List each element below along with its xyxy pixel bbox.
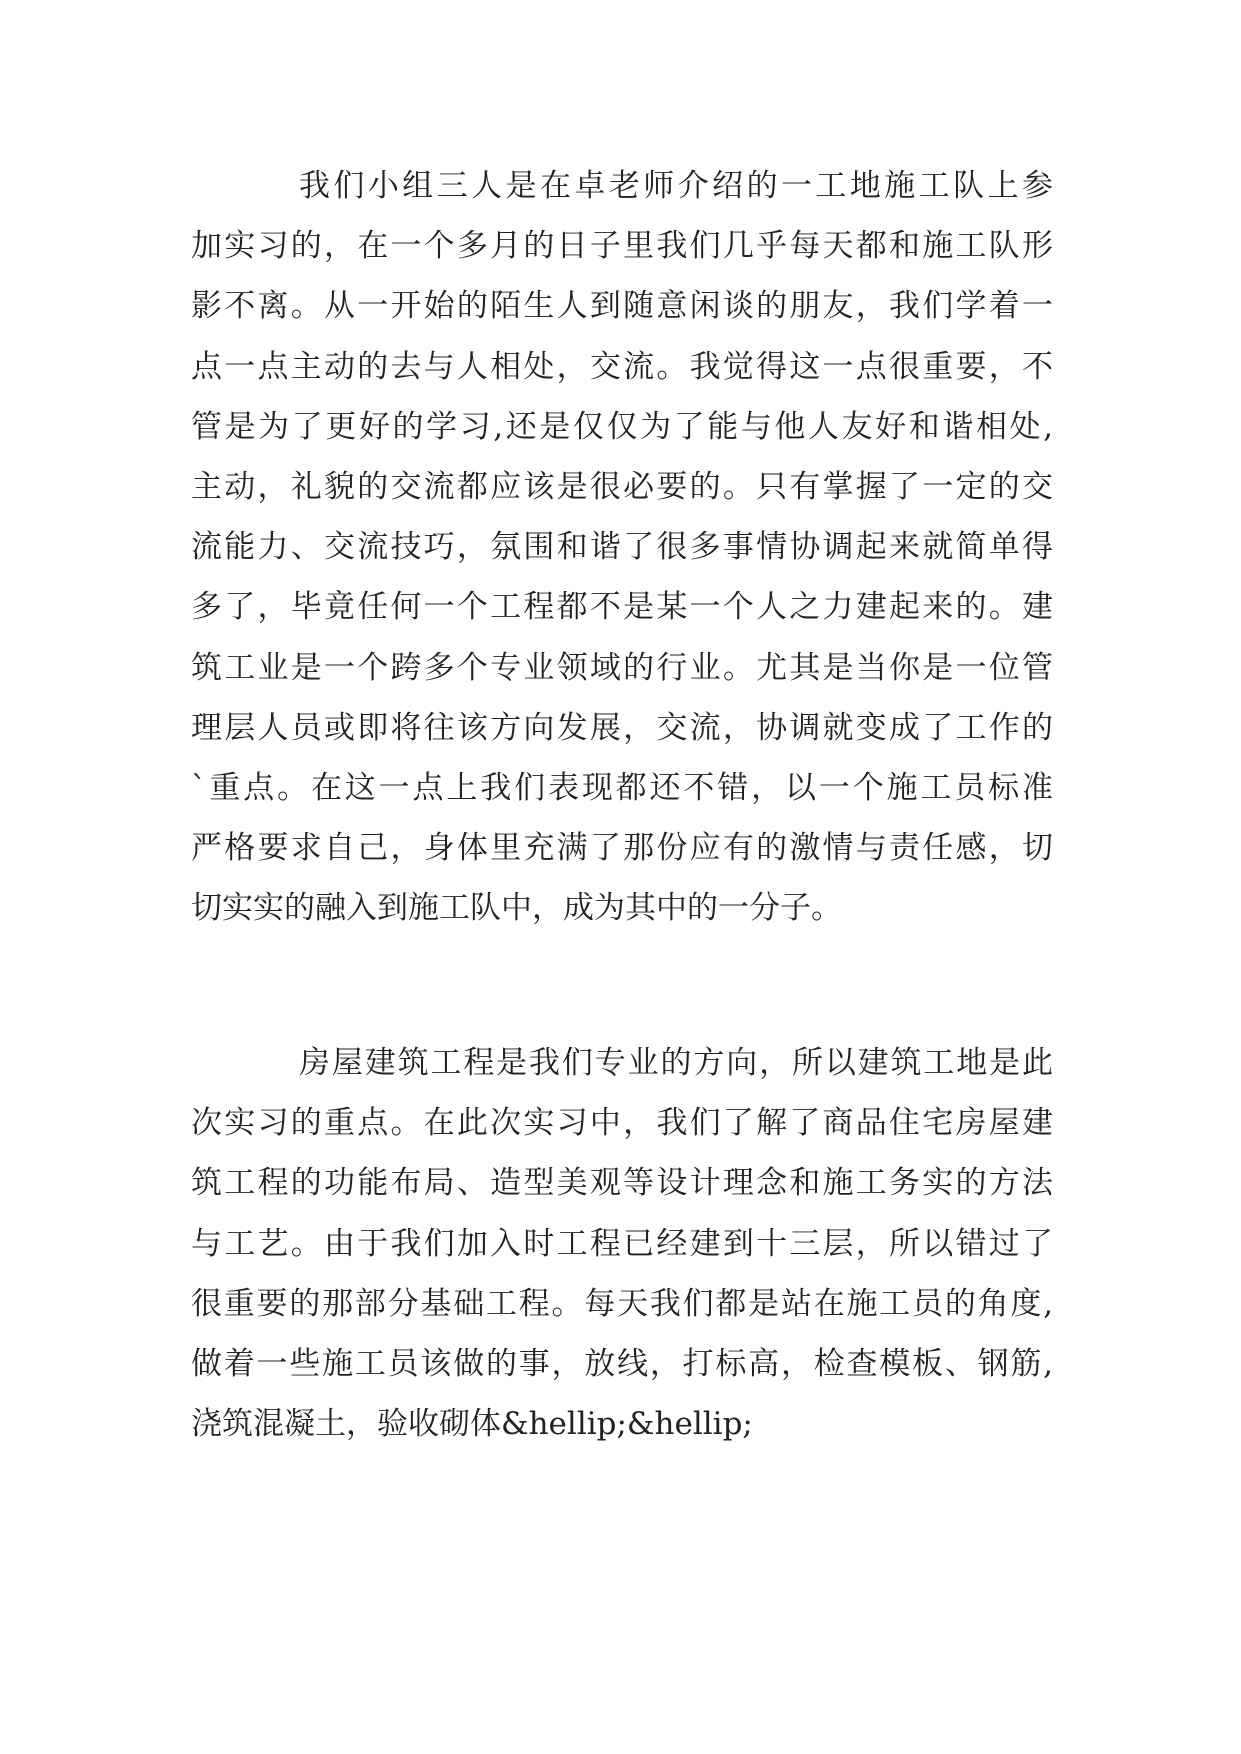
text-line: 房屋建筑工程是我们专业的方向，所以建筑工地是此 [299,1045,1053,1081]
text-line: 浇筑混凝土，验收砌体&hellip;&hellip; [191,1406,753,1443]
paragraph-internship-team [191,156,1053,938]
text-line: 切实实的融入到施工队中，成为其中的一分子。 [191,890,842,927]
text-line: 与工艺。由于我们加入时工程已经建到十三层，所以错过了 [191,1225,1053,1262]
paragraph-construction-site [191,1033,1053,1454]
text-line: 筑工程的功能布局、造型美观等设计理念和施工务实的方法 [191,1165,1053,1202]
text-line: 做着一些施工员该做的事，放线，打标高，检查模板、钢筋, [191,1345,1053,1382]
text-line: 我们小组三人是在卓老师介绍的一工地施工队上参 [299,168,1053,204]
text-line: 影不离。从一开始的陌生人到随意闲谈的朋友，我们学着一 [191,288,1053,325]
text-line: 管是为了更好的学习,还是仅仅为了能与他人友好和谐相处, [191,408,1053,445]
text-line: `重点。在这一点上我们表现都还不错，以一个施工员标准 [191,769,1053,806]
text-line: 主动，礼貌的交流都应该是很必要的。只有掌握了一定的交 [191,468,1053,505]
text-line: 点一点主动的去与人相处，交流。我觉得这一点很重要，不 [191,348,1053,385]
text-line: 理层人员或即将往该方向发展，交流，协调就变成了工作的 [191,709,1053,746]
text-line: 次实习的重点。在此次实习中，我们了解了商品住宅房屋建 [191,1105,1053,1142]
text-line: 加实习的，在一个多月的日子里我们几乎每天都和施工队形 [191,228,1053,265]
text-line: 严格要求自己，身体里充满了那份应有的激情与责任感，切 [191,830,1053,867]
text-line: 流能力、交流技巧，氛围和谐了很多事情协调起来就简单得 [191,529,1053,566]
text-line: 多了，毕竟任何一个工程都不是某一个人之力建起来的。建 [191,589,1053,626]
text-line: 很重要的那部分基础工程。每天我们都是站在施工员的角度, [191,1285,1053,1322]
text-line: 筑工业是一个跨多个专业领域的行业。尤其是当你是一位管 [191,649,1053,686]
